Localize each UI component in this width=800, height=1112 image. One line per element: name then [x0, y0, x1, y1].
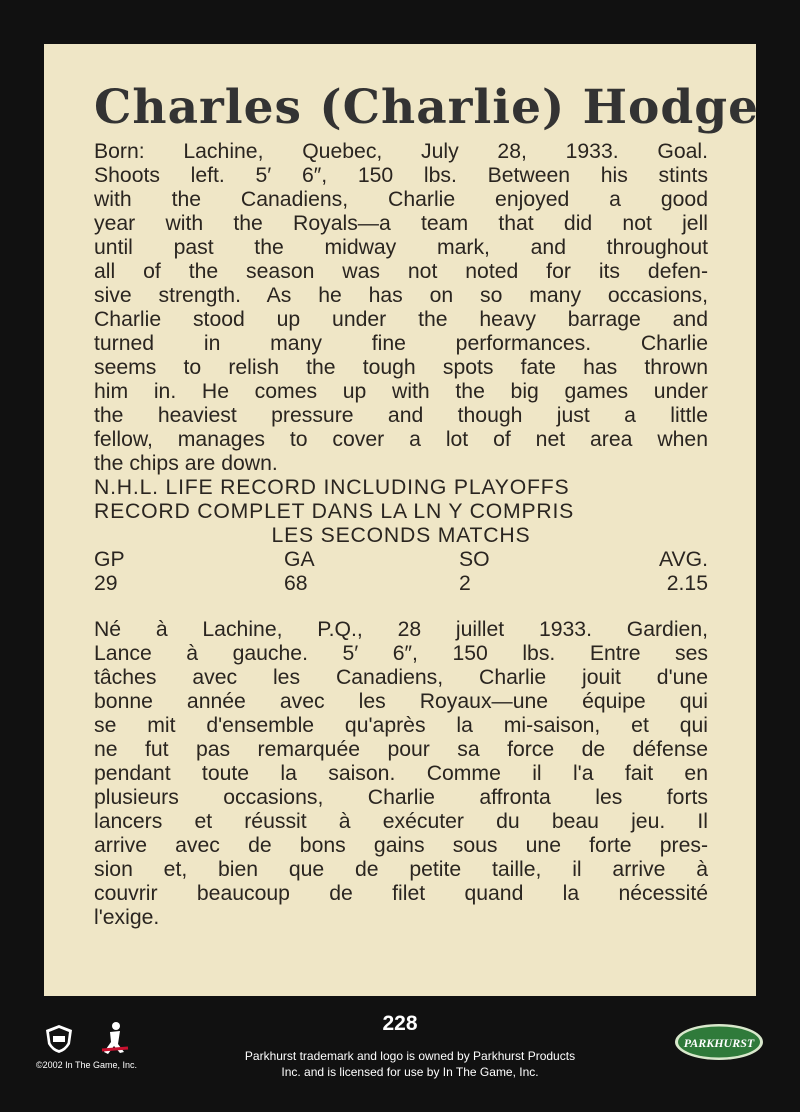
stat-header-so: SO: [459, 548, 490, 571]
stat-value-so: 2: [459, 572, 471, 595]
bio-fr-line: Né à Lachine, P.Q., 28 juillet 1933. Gardien,: [94, 618, 708, 641]
bio-en-line: the heaviest pressure and though just a little: [94, 404, 708, 427]
bio-en-line: him in. He comes up with the big games under: [94, 380, 708, 403]
bio-fr-line: se mit d'ensemble qu'après la mi-saison, et qui: [94, 714, 708, 737]
bio-english: [94, 140, 708, 476]
card-footer: [0, 996, 800, 1112]
stat-value-gp: 29: [94, 572, 118, 595]
bio-en-line: all of the season was not noted for its defen-: [94, 260, 708, 283]
bio-en-line: sive strength. As he has on so many occasions,: [94, 284, 708, 307]
bio-en-line: year with the Royals—a team that did not jell: [94, 212, 708, 235]
legal-line: Parkhurst trademark and logo is owned by Parkhurst Products: [244, 1049, 576, 1063]
parkhurst-logo-text: PARKHURST: [683, 1036, 755, 1050]
record-heading-en: N.H.L. LIFE RECORD INCLUDING PLAYOFFS: [94, 476, 570, 499]
stats-table: [94, 548, 708, 596]
bio-en-line: Born: Lachine, Quebec, July 28, 1933. Goal.: [94, 140, 708, 163]
bio-en-line: with the Canadiens, Charlie enjoyed a good: [94, 188, 708, 211]
card-back-panel: [44, 44, 760, 996]
bio-en-line: the chips are down.: [94, 452, 278, 475]
bio-french: [94, 618, 708, 930]
bio-fr-line: ne fut pas remarquée pour sa force de défense: [94, 738, 708, 761]
bio-fr-line: l'exige.: [94, 906, 160, 929]
bio-fr-line: bonne année avec les Royaux—une équipe qui: [94, 690, 708, 713]
legal-notice: [180, 1048, 640, 1080]
bio-fr-line: lancers et réussit à exécuter du beau jeu. Il: [94, 810, 708, 833]
record-heading-fr-continued: LES SECONDS MATCHS: [271, 524, 531, 547]
bio-fr-line: plusieurs occasions, Charlie affronta les forts: [94, 786, 708, 809]
bio-en-line: fellow, manages to cover a lot of net area when: [94, 428, 708, 451]
stat-header-avg: AVG.: [658, 548, 708, 571]
copyright-text: ©2002 In The Game, Inc.: [36, 1060, 138, 1070]
stat-value-avg: 2.15: [666, 572, 708, 595]
card-number: 228: [382, 1012, 418, 1035]
bio-fr-line: pendant toute la saison. Comme il l'a fait en: [94, 762, 708, 785]
bio-fr-line: couvrir beaucoup de filet quand la nécessité: [94, 882, 708, 905]
legal-line: Inc. and is licensed for use by In The Game, Inc.: [281, 1065, 539, 1079]
bio-en-line: seems to relish the tough spots fate has thrown: [94, 356, 708, 379]
parkhurst-logo: [674, 1022, 764, 1062]
bio-fr-line: sion et, bien que de petite taille, il arrive à: [94, 858, 708, 881]
bio-fr-line: tâches avec les Canadiens, Charlie jouit d'une: [94, 666, 708, 689]
stat-value-ga: 68: [284, 572, 308, 595]
nhlpa-player-icon: [100, 1020, 130, 1056]
stat-header-ga: GA: [284, 548, 315, 571]
record-heading-fr: RECORD COMPLET DANS LA LN Y COMPRIS: [94, 500, 575, 523]
bio-en-line: until past the midway mark, and throughout: [94, 236, 708, 259]
bio-en-line: Shoots left. 5′ 6″, 150 lbs. Between his stints: [94, 164, 708, 187]
nhl-shield-icon: [44, 1024, 74, 1054]
bio-en-line: turned in many fine performances. Charlie: [94, 332, 708, 355]
player-name: Charles (Charlie) Hodge: [94, 80, 760, 135]
bio-fr-line: Lance à gauche. 5′ 6″, 150 lbs. Entre ses: [94, 642, 708, 665]
stat-header-gp: GP: [94, 548, 125, 571]
bio-fr-line: arrive avec de bons gains sous une forte pres-: [94, 834, 708, 857]
bio-en-line: Charlie stood up under the heavy barrage and: [94, 308, 708, 331]
